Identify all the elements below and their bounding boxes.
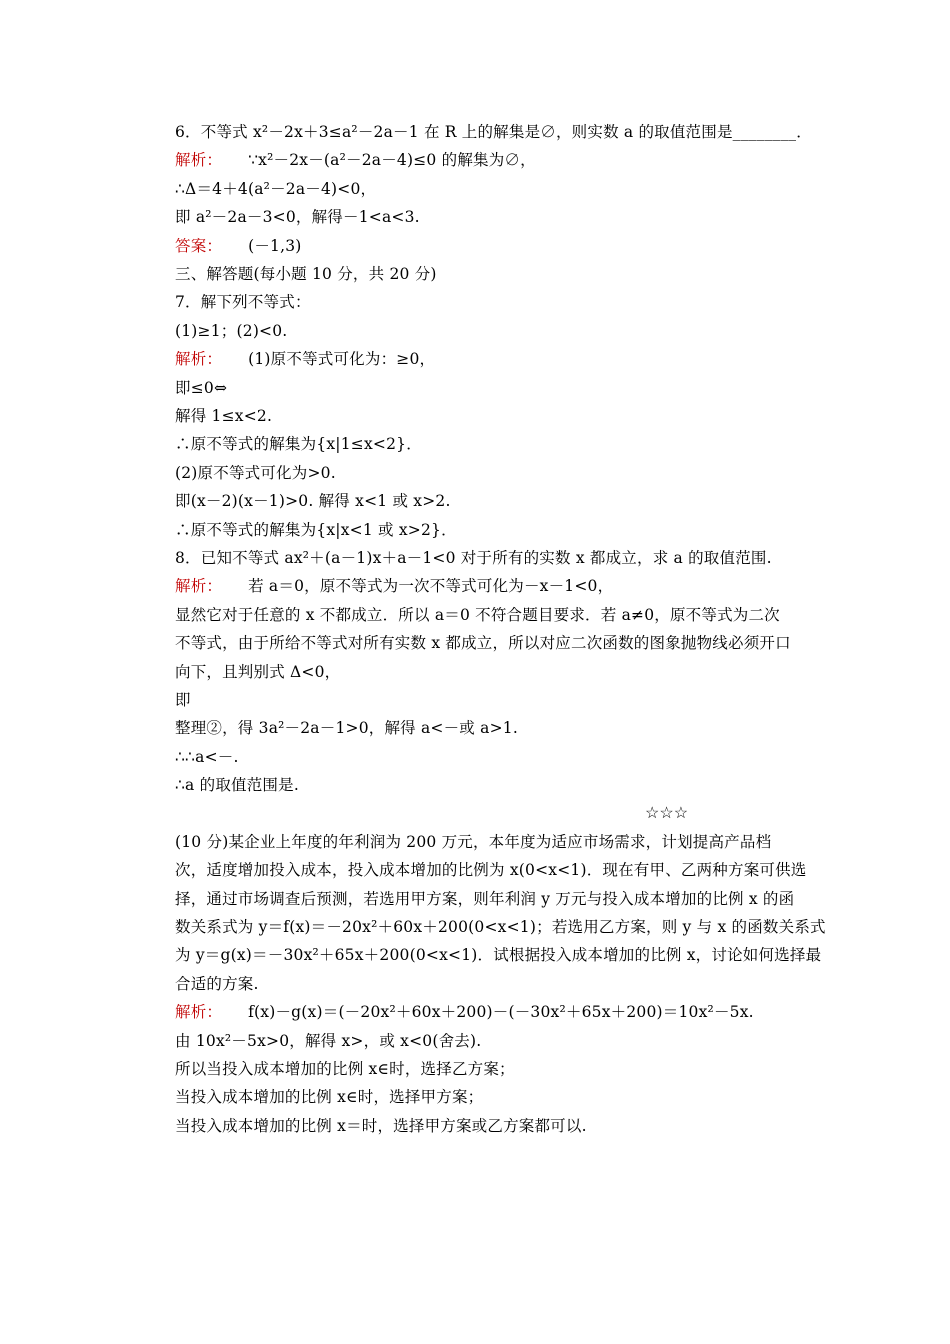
text: 合适的方案. [175, 975, 259, 993]
text: 三、解答题(每小题 10 分，共 20 分) [175, 265, 437, 283]
text-line [175, 633, 791, 653]
text-line [175, 1059, 515, 1079]
text: ∴原不等式的解集为{x|1≤x<2}． [175, 435, 422, 453]
text-line [175, 491, 451, 511]
text-line [175, 321, 287, 341]
text: ∵x²－2x－(a²－2a－4)≤0 的解集为∅， [248, 151, 536, 169]
text: 解得 1≤x<2. [175, 407, 273, 425]
text-line [175, 860, 807, 880]
text: 数关系式为 y＝f(x)＝－20x²＋60x＋200(0<x<1)；若选用乙方案，则 y 与 x 的函数关系式 [175, 918, 826, 936]
text-line [175, 690, 191, 710]
text: 若 a＝0，原不等式为一次不等式可化为－x－1<0， [248, 577, 614, 595]
text: 即 a²－2a－3<0，解得－1<a<3. [175, 208, 420, 226]
text-line [175, 520, 457, 540]
text: 即(x－2)(x－1)>0. 解得 x<1 或 x>2. [175, 492, 451, 510]
stars-divider: ☆☆☆ [645, 803, 689, 822]
text: 7．解下列不等式： [175, 293, 311, 311]
q7-line [175, 292, 311, 312]
text: 向下，且判别式 Δ<0， [175, 663, 341, 681]
text-line [175, 463, 336, 483]
text: 当投入成本增加的比例 x∈时，选择甲方案； [175, 1088, 484, 1106]
analysis-label: 解析： [175, 577, 223, 595]
section-heading [175, 264, 437, 284]
text: 8．已知不等式 ax²＋(a－1)x＋a－1<0 对于所有的实数 x 都成立，求 a 的取值范围. [175, 549, 772, 567]
text: 不等式，由于所给不等式对所有实数 x 都成立，所以对应二次函数的图象抛物线必须开口 [175, 634, 791, 652]
answer-label: 答案： [175, 237, 223, 255]
text-line [175, 718, 518, 738]
analysis-label: 解析： [175, 350, 223, 368]
text: (1)原不等式可化为：≥0， [248, 350, 436, 368]
text-line [175, 406, 272, 426]
text: (10 分)某企业上年度的年利润为 200 万元，本年度为适应市场需求，计划提高产品档 [175, 833, 772, 851]
text-line [175, 605, 780, 625]
text-line [175, 1087, 483, 1107]
text-line [175, 945, 821, 965]
text: 由 10x²－5x>0，解得 x>，或 x<0(舍去). [175, 1032, 482, 1050]
text-line [175, 917, 826, 937]
text: 即≤0⇔ [175, 379, 228, 397]
problem-analysis-line [175, 1002, 754, 1022]
q6-line [175, 122, 812, 142]
text: 次，适度增加投入成本，投入成本增加的比例为 x(0<x<1)．现在有甲、乙两种方案可供选 [175, 861, 807, 879]
text-line [175, 1116, 587, 1136]
q8-analysis-line [175, 576, 613, 596]
problem-line [175, 832, 771, 852]
text: ∴Δ＝4＋4(a²－2a－4)<0， [175, 180, 377, 198]
text: ∴原不等式的解集为{x|x<1 或 x>2}． [175, 521, 457, 539]
text-line [175, 974, 259, 994]
text-line [175, 662, 340, 682]
text-line [175, 434, 422, 454]
text-line [175, 378, 227, 398]
text-line [175, 207, 420, 227]
q6-answer-line [175, 236, 302, 256]
text-line [175, 1031, 481, 1051]
text: f(x)－g(x)＝(－20x²＋60x＋200)－(－30x²＋65x＋200)＝10x²－5x. [248, 1003, 754, 1021]
text: 所以当投入成本增加的比例 x∈时，选择乙方案； [175, 1060, 515, 1078]
text: 整理②，得 3a²－2a－1>0，解得 a<－或 a>1. [175, 719, 518, 737]
text: (1)≥1；(2)<0. [175, 322, 288, 340]
text-line [175, 775, 299, 795]
q7-analysis-line [175, 349, 435, 369]
text: 择，通过市场调查后预测，若选用甲方案，则年利润 y 万元与投入成本增加的比例 x 的函 [175, 890, 795, 908]
text: (2)原不等式可化为>0. [175, 464, 336, 482]
text: 当投入成本增加的比例 x＝时，选择甲方案或乙方案都可以. [175, 1117, 587, 1135]
analysis-label: 解析： [175, 1003, 223, 1021]
analysis-label: 解析： [175, 151, 223, 169]
text: (－1,3) [248, 237, 302, 255]
text: 为 y＝g(x)＝－30x²＋65x＋200(0<x<1)．试根据投入成本增加的比例 x，讨论如何选择最 [175, 946, 822, 964]
text-line [175, 179, 376, 199]
text: ∴∴a<－. [175, 748, 239, 766]
text: 6．不等式 x²－2x＋3≤a²－2a－1 在 R 上的解集是∅，则实数 a 的取值范围是________． [175, 123, 812, 141]
text-line [175, 889, 794, 909]
text: 即 [175, 691, 191, 709]
text: 显然它对于任意的 x 不都成立．所以 a＝0 不符合题目要求．若 a≠0，原不等式为二次 [175, 606, 780, 624]
text: ∴a 的取值范围是. [175, 776, 299, 794]
text-line [175, 747, 239, 767]
q8-line [175, 548, 772, 568]
q6-analysis-line [175, 150, 536, 170]
